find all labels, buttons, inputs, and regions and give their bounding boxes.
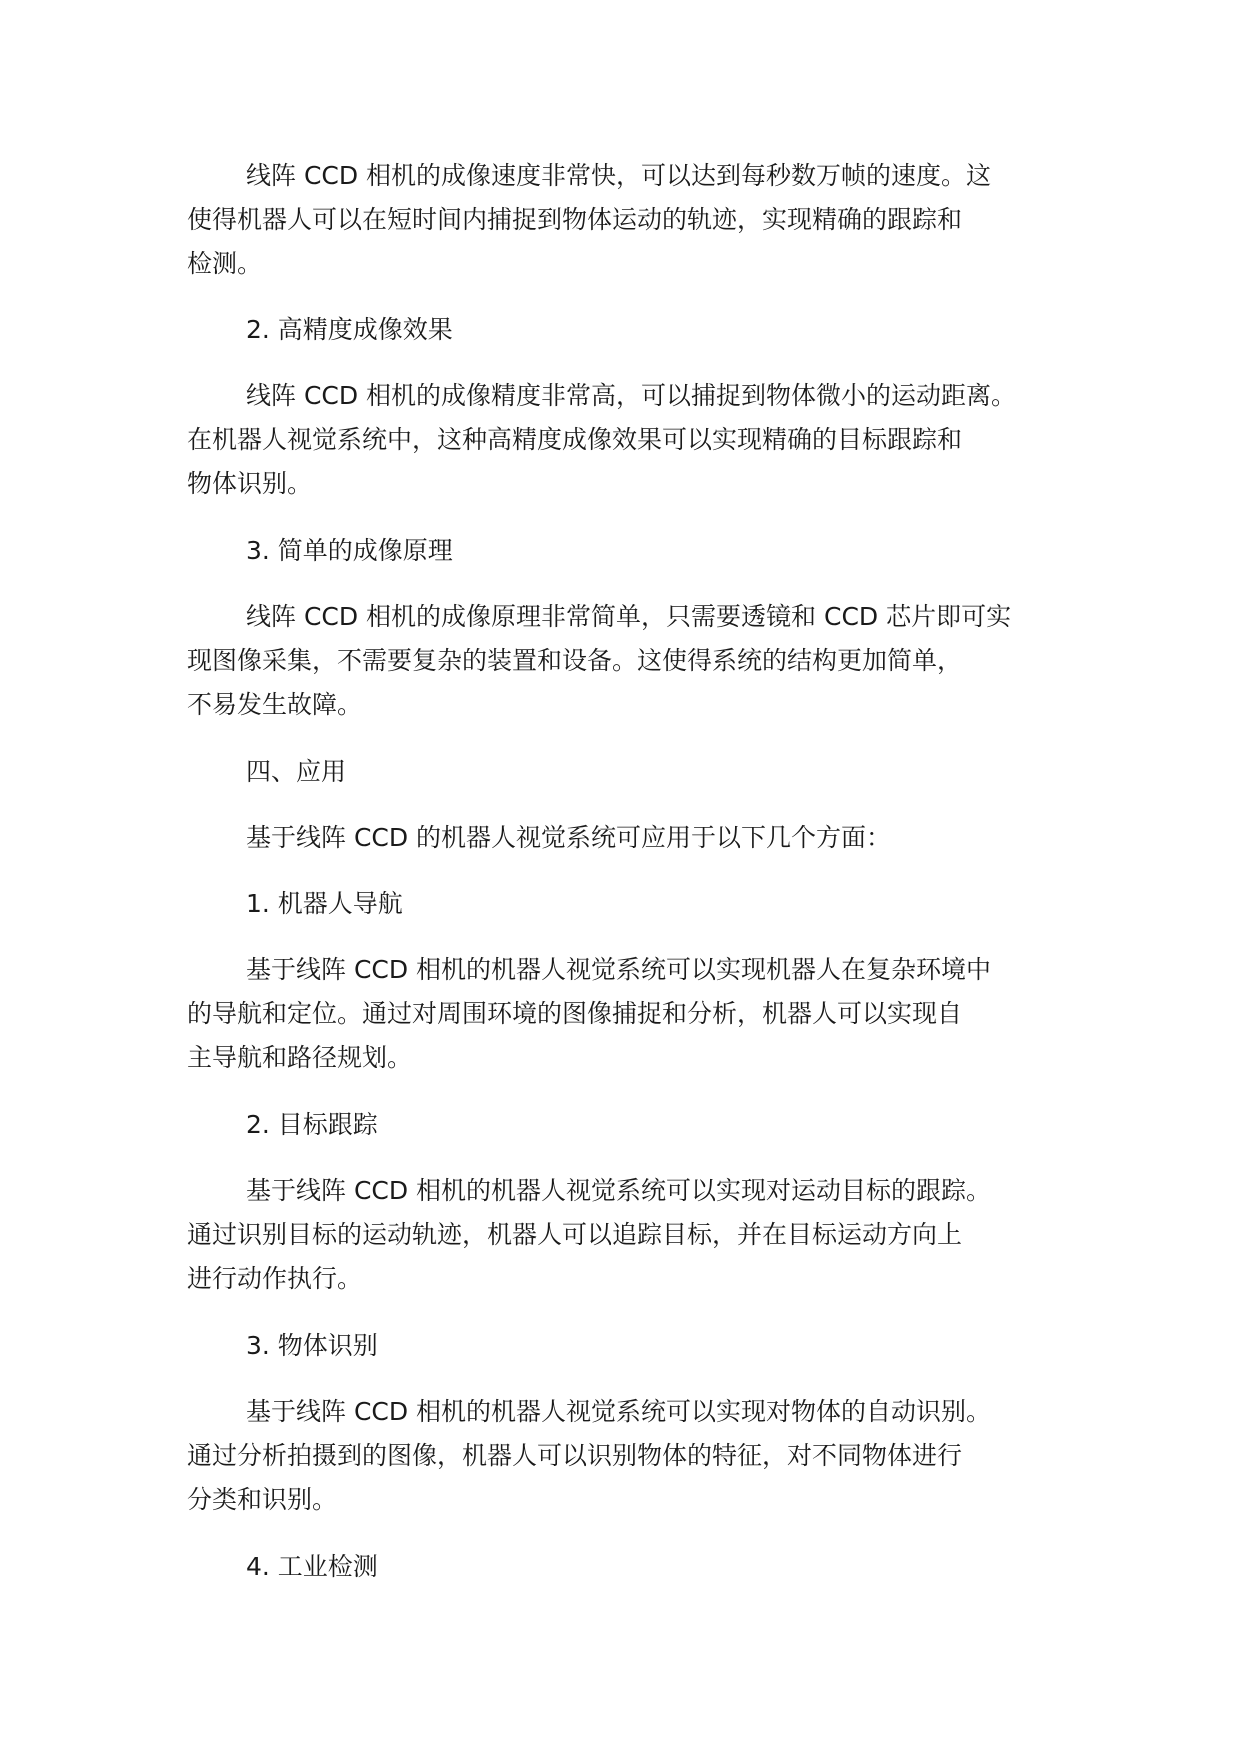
paragraph-recognition-line-2: 通过分析拍摄到的图像，机器人可以识别物体的特征，对不同物体进行 bbox=[187, 1441, 963, 1470]
paragraph-tracking-line-3: 进行动作执行。 bbox=[187, 1264, 363, 1293]
paragraph-speed-line-3: 检测。 bbox=[187, 249, 263, 278]
paragraph-speed-line-1: 线阵 CCD 相机的成像速度非常快，可以达到每秒数万帧的速度。这 bbox=[246, 161, 992, 190]
heading-target-tracking: 2. 目标跟踪 bbox=[246, 1110, 378, 1139]
paragraph-applications-intro: 基于线阵 CCD 的机器人视觉系统可应用于以下几个方面： bbox=[246, 823, 892, 852]
heading-robot-navigation: 1. 机器人导航 bbox=[246, 889, 403, 918]
paragraph-speed-line-2: 使得机器人可以在短时间内捕捉到物体运动的轨迹，实现精确的跟踪和 bbox=[187, 205, 963, 234]
paragraph-navigation-line-2: 的导航和定位。通过对周围环境的图像捕捉和分析，机器人可以实现自 bbox=[187, 999, 963, 1028]
paragraph-tracking-line-2: 通过识别目标的运动轨迹，机器人可以追踪目标，并在目标运动方向上 bbox=[187, 1220, 963, 1249]
paragraph-navigation-line-3: 主导航和路径规划。 bbox=[187, 1043, 413, 1072]
heading-object-recognition: 3. 物体识别 bbox=[246, 1331, 378, 1360]
paragraph-principle-line-2: 现图像采集，不需要复杂的装置和设备。这使得系统的结构更加简单， bbox=[187, 646, 963, 675]
paragraph-navigation-line-1: 基于线阵 CCD 相机的机器人视觉系统可以实现机器人在复杂环境中 bbox=[246, 955, 992, 984]
paragraph-recognition-line-3: 分类和识别。 bbox=[187, 1485, 338, 1514]
paragraph-precision-line-1: 线阵 CCD 相机的成像精度非常高，可以捕捉到物体微小的运动距离。 bbox=[246, 381, 1017, 410]
paragraph-recognition-line-1: 基于线阵 CCD 相机的机器人视觉系统可以实现对物体的自动识别。 bbox=[246, 1397, 992, 1426]
paragraph-principle-line-1: 线阵 CCD 相机的成像原理非常简单，只需要透镜和 CCD 芯片即可实 bbox=[246, 602, 1012, 631]
paragraph-tracking-line-1: 基于线阵 CCD 相机的机器人视觉系统可以实现对运动目标的跟踪。 bbox=[246, 1176, 992, 1205]
paragraph-precision-line-2: 在机器人视觉系统中，这种高精度成像效果可以实现精确的目标跟踪和 bbox=[187, 425, 963, 454]
heading-industrial-inspection: 4. 工业检测 bbox=[246, 1552, 378, 1581]
heading-simple-principle: 3. 简单的成像原理 bbox=[246, 536, 453, 565]
heading-high-precision: 2. 高精度成像效果 bbox=[246, 315, 453, 344]
section-heading-applications: 四、应用 bbox=[246, 757, 347, 786]
paragraph-precision-line-3: 物体识别。 bbox=[187, 469, 313, 498]
paragraph-principle-line-3: 不易发生故障。 bbox=[187, 690, 363, 719]
